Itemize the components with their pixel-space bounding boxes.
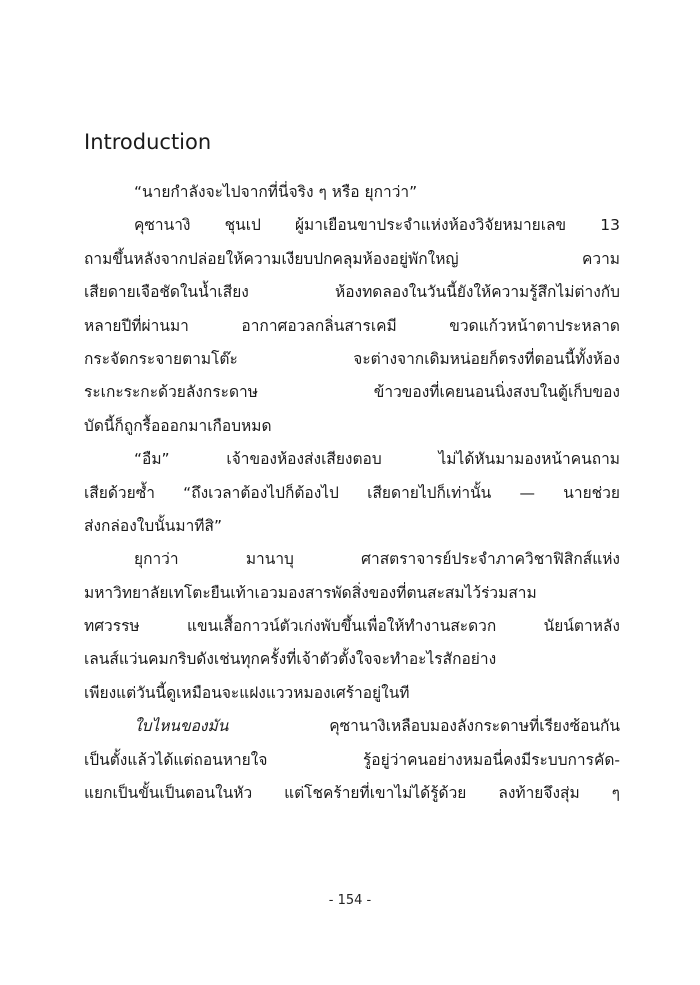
text-line: [84, 577, 620, 610]
line-text: คุซานางิ ชุนเป ผู้มาเยือนขาประจำแห่งห้องวิจัยหมายเลข 13: [134, 216, 620, 235]
line-text: ทศวรรษ แขนเสื้อกาวน์ตัวเก่งพับขึ้นเพื่อให้ทำงานสะดวก นัยน์ตาหลัง: [84, 617, 620, 636]
text-line: [84, 643, 620, 676]
line-text: มหาวิทยาลัยเทโตะยืนเท้าเอวมองสารพัดสิ่งของที่ตนสะสมไว้ร่วมสาม: [84, 583, 537, 602]
text-line: [84, 343, 620, 376]
line-text: ถามขึ้นหลังจากปล่อยให้ความเงียบปกคลุมห้องอยู่พักใหญ่ ความ: [84, 249, 620, 268]
text-line: [84, 443, 620, 476]
text-line: [84, 243, 620, 276]
line-text: เพียงแต่วันนี้ดูเหมือนจะแฝงแววหมองเศร้าอยู่ในที: [84, 683, 410, 702]
text-line: [84, 510, 620, 543]
line-text: ระเกะระกะด้วยลังกระดาษ ข้าวของที่เคยนอนนิ่งสงบในตู้เก็บของ: [84, 383, 620, 402]
line-text: บัดนี้ก็ถูกรื้อออกมาเกือบหมด: [84, 416, 272, 435]
line-text: ส่งกล่องใบนั้นมาทีสิ”: [84, 516, 223, 535]
line-text: หลายปีที่ผ่านมา อากาศอวลกลิ่นสารเคมี ขวดแก้วหน้าตาประหลาด: [84, 316, 620, 335]
line-text: แยกเป็นขั้นเป็นตอนในหัว แต่โชคร้ายที่เขาไม่ได้รู้ด้วย ลงท้ายจึงสุ่ม ๆ: [84, 784, 620, 803]
text-line: [84, 543, 620, 576]
line-text: เป็นตั้งแล้วได้แต่ถอนหายใจ รู้อยู่ว่าคนอย่างหมอนี่คงมีระบบการคัด-: [84, 750, 620, 769]
text-line: [84, 610, 620, 643]
text-line: [84, 477, 620, 510]
text-line: [84, 376, 620, 409]
page-number: - 154 -: [328, 893, 372, 908]
chapter-heading: Introduction: [84, 130, 212, 154]
text-line: [84, 710, 620, 743]
text-line: [84, 209, 620, 242]
line-text: คุซานางิเหลือบมองลังกระดาษที่เรียงซ้อนกัน: [228, 717, 620, 736]
text-line: [84, 310, 620, 343]
text-line: [84, 276, 620, 309]
text-line: [84, 744, 620, 777]
line-text: เสียดายเจือชัดในน้ำเสียง ห้องทดลองในวันนี้ยังให้ความรู้สึกไม่ต่างกับ: [84, 283, 620, 302]
line-text: “นายกำลังจะไปจากที่นี่จริง ๆ หรือ ยุกาว่า”: [134, 183, 418, 201]
body-text: [84, 176, 620, 810]
text-line: [84, 677, 620, 710]
line-text: ยุกาว่า มานาบุ ศาสตราจารย์ประจำภาควิชาฟิสิกส์แห่ง: [134, 550, 620, 569]
text-line: [84, 410, 620, 443]
line-text: “อืม” เจ้าของห้องส่งเสียงตอบ ไม่ได้หันมามองหน้าคนถาม: [134, 450, 620, 469]
line-text: เสียด้วยซ้ำ “ถึงเวลาต้องไปก็ต้องไป เสียดายไปก็เท่านั้น — นายช่วย: [84, 483, 620, 502]
line-text: เลนส์แว่นคมกริบดังเช่นทุกครั้งที่เจ้าตัวตั้งใจจะทำอะไรสักอย่าง: [84, 650, 497, 669]
text-line: [84, 176, 620, 209]
italic-phrase: ใบไหนของมัน: [134, 717, 229, 736]
text-line: [84, 777, 620, 810]
line-text: กระจัดกระจายตามโต๊ะ จะต่างจากเดิมหน่อยก็ตรงที่ตอนนี้ทั้งห้อง: [84, 349, 620, 368]
